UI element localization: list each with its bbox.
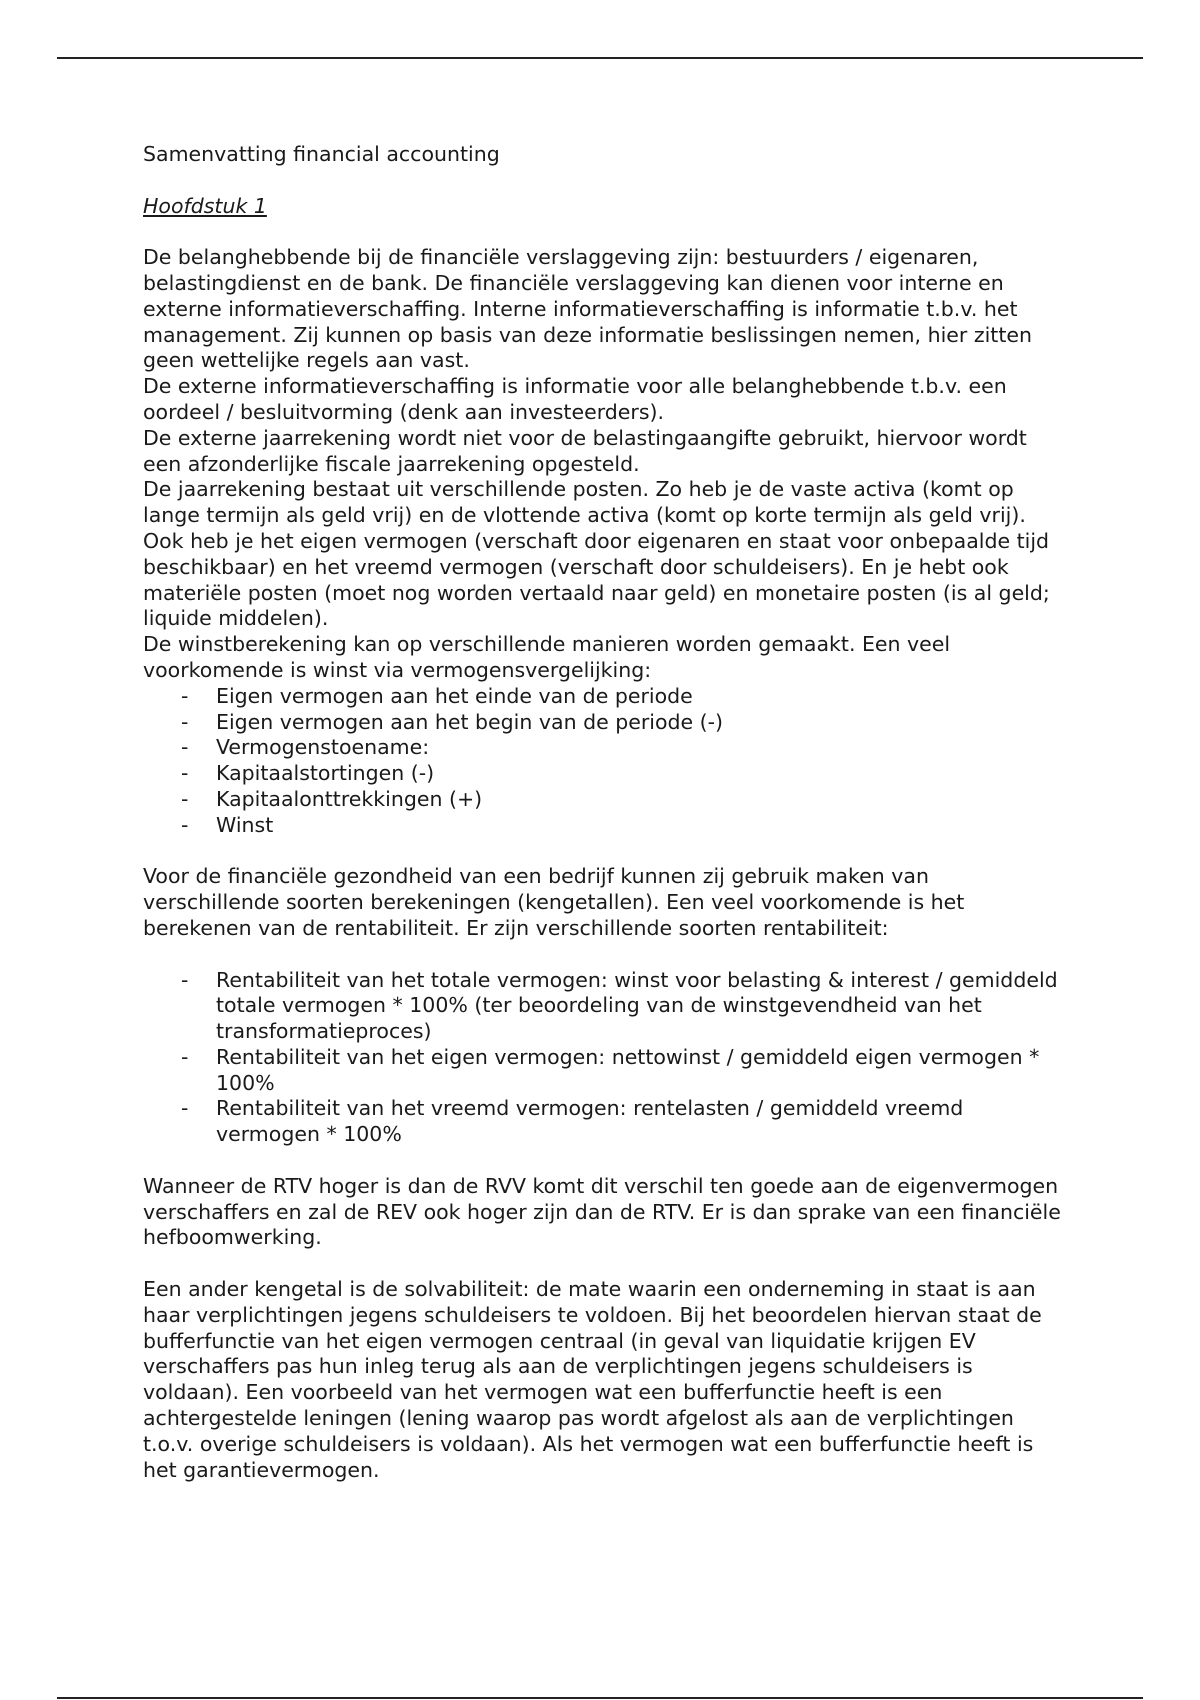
rentabiliteit-list <box>143 968 1063 1149</box>
paragraph: De winstberekening kan op verschillende manieren worden gemaakt. Een veel voorkomende is winst via vermogensvergelijking: <box>143 632 951 682</box>
winst-list <box>143 684 1063 839</box>
paragraph: Een ander kengetal is de solvabiliteit: de mate waarin een onderneming in staat is aan haar verplichtingen jegens schuldeisers te voldoen. Bij het beoordelen hiervan staat de bufferfunctie van het eigen vermogen centraal (in geval van liquidatie krijgen EV verschaffers pas hun inleg terug als aan de verplichtingen jegens schuldeisers is voldaan). Een voorbeeld van het vermogen wat een bufferfunctie heeft is een achtergestelde leningen (lening waarop pas wordt afgelost als aan de verplichtingen t.o.v. overige schuldeisers is voldaan). Als het vermogen wat een bufferfunctie heeft is het garantievermogen. <box>143 1277 1042 1482</box>
list-item: - Kapitaalonttrekkingen (+) <box>143 787 1063 813</box>
chapter-heading: Hoofdstuk 1 <box>143 193 267 218</box>
list-item: - Rentabiliteit van het eigen vermogen: nettowinst / gemiddeld eigen vermogen * 100% <box>143 1045 1063 1097</box>
document-body <box>143 142 1063 1483</box>
list-item: - Vermogenstoename: <box>143 735 1063 761</box>
document-title: Samenvatting financial accounting <box>143 142 500 166</box>
paragraph: Voor de financiële gezondheid van een bedrijf kunnen zij gebruik maken van verschillende soorten berekeningen (kengetallen). Een veel voorkomende is het berekenen van de rentabiliteit. Er zijn verschillende soorten rentabiliteit: <box>143 864 965 940</box>
paragraph: De externe jaarrekening wordt niet voor de belastingaangifte gebruikt, hiervoor wordt een afzonderlijke fiscale jaarrekening opgesteld. <box>143 425 1027 476</box>
paragraph: De jaarrekening bestaat uit verschillende posten. Zo heb je de vaste activa (komt op lange termijn als geld vrij) en de vlottende activa (komt op korte termijn als geld vrij). <box>143 477 1026 528</box>
list-item: - Winst <box>143 813 1063 839</box>
footer-rule <box>57 1697 1143 1699</box>
paragraph: Ook heb je het eigen vermogen (verschaft door eigenaren en staat voor onbepaalde tijd beschikbaar) en het vreemd vermogen (verschaft door schuldeisers). En je hebt ook materiële posten (moet nog worden vertaald naar geld) en monetaire posten (is al geld; liquide middelen). <box>143 528 1050 631</box>
header-rule <box>57 57 1143 59</box>
paragraph: De belanghebbende bij de financiële verslaggeving zijn: bestuurders / eigenaren, belastingdienst en de bank. De financiële verslaggeving kan dienen voor interne en externe informatieverschaffing. Interne informatieverschaffing is informatie t.b.v. het management. Zij kunnen op basis van deze informatie beslissingen nemen, hier zitten geen wettelijke regels aan vast. <box>143 245 1032 373</box>
list-item: - Eigen vermogen aan het einde van de periode <box>143 684 1063 710</box>
paragraph: De externe informatieverschaffing is informatie voor alle belanghebbende t.b.v. een oordeel / besluitvorming (denk aan investeerders). <box>143 374 1007 424</box>
list-item: - Rentabiliteit van het totale vermogen: winst voor belasting & interest / gemiddeld totale vermogen * 100% (ter beoordeling van de winstgevendheid van het transformatieproces) <box>143 968 1063 1045</box>
list-item: - Kapitaalstortingen (-) <box>143 761 1063 787</box>
list-item: - Eigen vermogen aan het begin van de periode (-) <box>143 710 1063 736</box>
paragraph: Wanneer de RTV hoger is dan de RVV komt dit verschil ten goede aan de eigenvermogen verschaffers en zal de REV ook hoger zijn dan de RTV. Er is dan sprake van een financiële hefboomwerking. <box>143 1173 1061 1250</box>
list-item: - Rentabiliteit van het vreemd vermogen: rentelasten / gemiddeld vreemd vermogen * 100% <box>143 1096 1063 1148</box>
